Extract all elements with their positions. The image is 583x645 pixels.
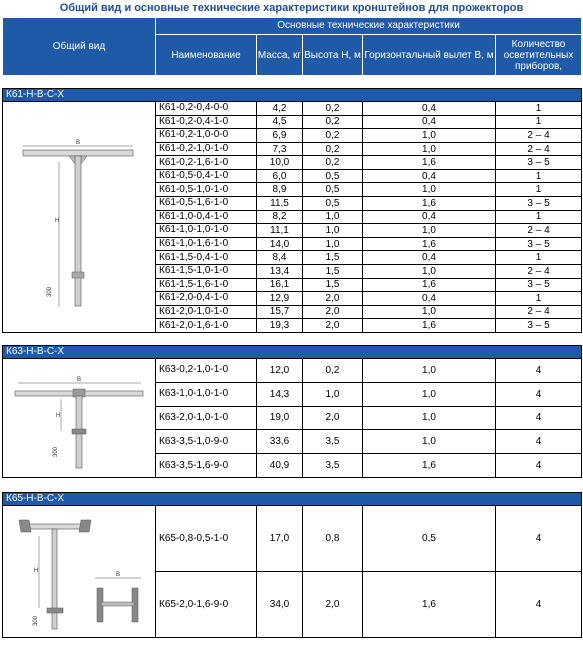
cell-count: 1 [496,169,582,183]
cell-reach: 1,6 [363,319,496,333]
cell-reach: 0,4 [363,102,496,116]
cell-count: 3 – 5 [496,319,582,333]
cell-mass: 19,0 [257,406,303,430]
cell-name: К63-3,5-1,6-9-0 [156,454,257,478]
bracket-k65-drawing [3,508,153,636]
cell-count: 2 – 4 [496,305,582,319]
cell-reach: 1,6 [363,278,496,292]
cell-name: К61-0,2-1,0-1-0 [156,142,257,156]
bracket-k63-drawing [3,359,153,477]
cell-height: 0,2 [303,359,363,383]
cell-height: 0,2 [303,156,363,170]
cell-name: К61-1,0-1,6-1-0 [156,237,257,251]
svg-text:Н: Н [34,567,39,574]
cell-reach: 1,0 [363,183,496,197]
header-name: Наименование [156,35,257,76]
general-view-figure [3,102,156,333]
cell-count: 4 [496,454,582,478]
cell-count: 1 [496,210,582,224]
cell-height: 0,8 [303,506,363,572]
cell-count: 1 [496,102,582,116]
cell-name: К61-2,0-1,0-1-0 [156,305,257,319]
cell-count: 1 [496,115,582,129]
cell-mass: 4,2 [257,102,303,116]
cell-height: 2,0 [303,406,363,430]
cell-height: 1,0 [303,224,363,238]
cell-reach: 1,0 [363,359,496,383]
cell-count: 4 [496,572,582,638]
cell-height: 0,5 [303,169,363,183]
cell-height: 2,0 [303,572,363,638]
cell-name: К63-3,5-1,0-9-0 [156,430,257,454]
cell-count: 2 – 4 [496,129,582,143]
cell-height: 3,5 [303,454,363,478]
header-count: Количество осветительных приборов, [496,35,582,76]
cell-reach: 1,0 [363,264,496,278]
cell-reach: 0,4 [363,251,496,265]
header-row-top [3,18,582,35]
cell-height: 1,0 [303,237,363,251]
header-general-view: Общий вид [3,18,156,76]
cell-name: К61-2,0-0,4-1-0 [156,292,257,306]
svg-text:300: 300 [53,446,59,457]
cell-mass: 33,6 [257,430,303,454]
cell-mass: 34,0 [257,572,303,638]
section-k61 [3,102,582,333]
cell-name: К61-1,0-1,0-1-0 [156,224,257,238]
page-title: Общий вид и основные технические характеристики кронштейнов для прожекторов [59,2,524,14]
cell-height: 0,2 [303,142,363,156]
cell-reach: 1,6 [363,197,496,211]
cell-reach: 1,6 [363,454,496,478]
cell-reach: 1,0 [363,305,496,319]
general-view-figure [3,506,156,638]
cell-reach: 1,0 [363,224,496,238]
cell-name: К61-0,5-1,0-1-0 [156,183,257,197]
cell-count: 4 [496,382,582,406]
cell-count: 3 – 5 [496,156,582,170]
header-main-chars: Основные технические характеристики [156,18,582,35]
svg-text:В: В [76,377,82,383]
svg-text:300: 300 [47,286,53,297]
cell-mass: 14,3 [257,382,303,406]
cell-name: К63-2,0-1,0-1-0 [156,406,257,430]
cell-height: 2,0 [303,305,363,319]
cell-name: К61-1,5-1,6-1-0 [156,278,257,292]
cell-mass: 14,0 [257,237,303,251]
cell-mass: 6,9 [257,129,303,143]
svg-text:300: 300 [33,615,39,626]
cell-name: К61-2,0-1,6-1-0 [156,319,257,333]
general-view-figure [3,359,156,478]
cell-mass: 12,0 [257,359,303,383]
spacer [3,478,582,493]
cell-name: К65-2,0-1,6-9-0 [156,572,257,638]
cell-name: К61-1,5-0,4-1-0 [156,251,257,265]
cell-mass: 13,4 [257,264,303,278]
svg-text:В: В [115,571,121,578]
section-k65 [3,506,582,638]
cell-reach: 1,0 [363,406,496,430]
cell-name: К61-0,5-0,4-1-0 [156,169,257,183]
table-row [3,102,582,116]
cell-name: К61-1,0-0,4-1-0 [156,210,257,224]
cell-height: 1,5 [303,251,363,265]
spacer [3,333,582,346]
cell-mass: 11,1 [257,224,303,238]
cell-reach: 0,4 [363,292,496,306]
cell-reach: 0,4 [363,169,496,183]
specs-table [2,17,582,638]
cell-mass: 6,0 [257,169,303,183]
cell-reach: 1,0 [363,382,496,406]
cell-mass: 8,2 [257,210,303,224]
cell-mass: 15,7 [257,305,303,319]
cell-height: 0,2 [303,115,363,129]
cell-count: 1 [496,292,582,306]
cell-reach: 1,0 [363,129,496,143]
section-title-k63: К63-Н-В-С-Х [3,346,582,359]
cell-name: К61-0,2-1,6-1-0 [156,156,257,170]
cell-count: 1 [496,183,582,197]
cell-name: К63-1,0-1,0-1-0 [156,382,257,406]
section-title-k65: К65-Н-В-С-Х [3,493,582,506]
cell-count: 2 – 4 [496,224,582,238]
table-row [3,359,582,383]
cell-mass: 16,1 [257,278,303,292]
cell-name: К63-0,2-1,0-1-0 [156,359,257,383]
cell-name: К61-0,2-1,0-0-0 [156,129,257,143]
cell-mass: 8,4 [257,251,303,265]
cell-height: 2,0 [303,292,363,306]
cell-height: 0,2 [303,129,363,143]
cell-count: 4 [496,430,582,454]
cell-count: 2 – 4 [496,142,582,156]
cell-mass: 12,9 [257,292,303,306]
cell-reach: 1,6 [363,572,496,638]
cell-count: 4 [496,359,582,383]
cell-reach: 0,5 [363,506,496,572]
cell-mass: 40,9 [257,454,303,478]
cell-height: 0,5 [303,197,363,211]
cell-reach: 0,4 [363,210,496,224]
header-reach: Горизонтальный вылет В, м [363,35,496,76]
cell-name: К65-0,8-0,5-1-0 [156,506,257,572]
cell-count: 2 – 4 [496,264,582,278]
section-title-k61: К61-Н-В-С-Х [3,89,582,102]
cell-reach: 0,4 [363,115,496,129]
spacer [3,76,582,89]
cell-mass: 7,3 [257,142,303,156]
cell-height: 1,5 [303,264,363,278]
cell-height: 0,5 [303,183,363,197]
cell-name: К61-1,5-1,0-1-0 [156,264,257,278]
svg-text:Н: Н [55,218,60,224]
cell-reach: 1,6 [363,237,496,251]
cell-height: 0,2 [303,102,363,116]
cell-height: 2,0 [303,319,363,333]
cell-name: К61-0,2-0,4-1-0 [156,115,257,129]
cell-mass: 10,0 [257,156,303,170]
svg-text:Н: Н [56,413,61,419]
svg-text:В: В [75,140,81,146]
cell-mass: 17,0 [257,506,303,572]
header-mass: Масса, кг [257,35,303,76]
header-height: Высота Н, м [303,35,363,76]
cell-count: 3 – 5 [496,278,582,292]
cell-mass: 11,5 [257,197,303,211]
bracket-k61-drawing [3,102,153,332]
cell-count: 4 [496,506,582,572]
cell-reach: 1,6 [363,156,496,170]
cell-mass: 19,3 [257,319,303,333]
section-k63 [3,359,582,478]
cell-count: 3 – 5 [496,197,582,211]
cell-name: К61-0,2-0,4-0-0 [156,102,257,116]
cell-height: 1,0 [303,210,363,224]
table-row [3,506,582,572]
cell-mass: 4,5 [257,115,303,129]
cell-height: 1,0 [303,382,363,406]
cell-reach: 1,0 [363,430,496,454]
cell-name: К61-0,5-1,6-1-0 [156,197,257,211]
cell-height: 1,5 [303,278,363,292]
cell-count: 3 – 5 [496,237,582,251]
cell-count: 4 [496,406,582,430]
cell-height: 3,5 [303,430,363,454]
cell-count: 1 [496,251,582,265]
cell-mass: 8,9 [257,183,303,197]
cell-reach: 1,0 [363,142,496,156]
